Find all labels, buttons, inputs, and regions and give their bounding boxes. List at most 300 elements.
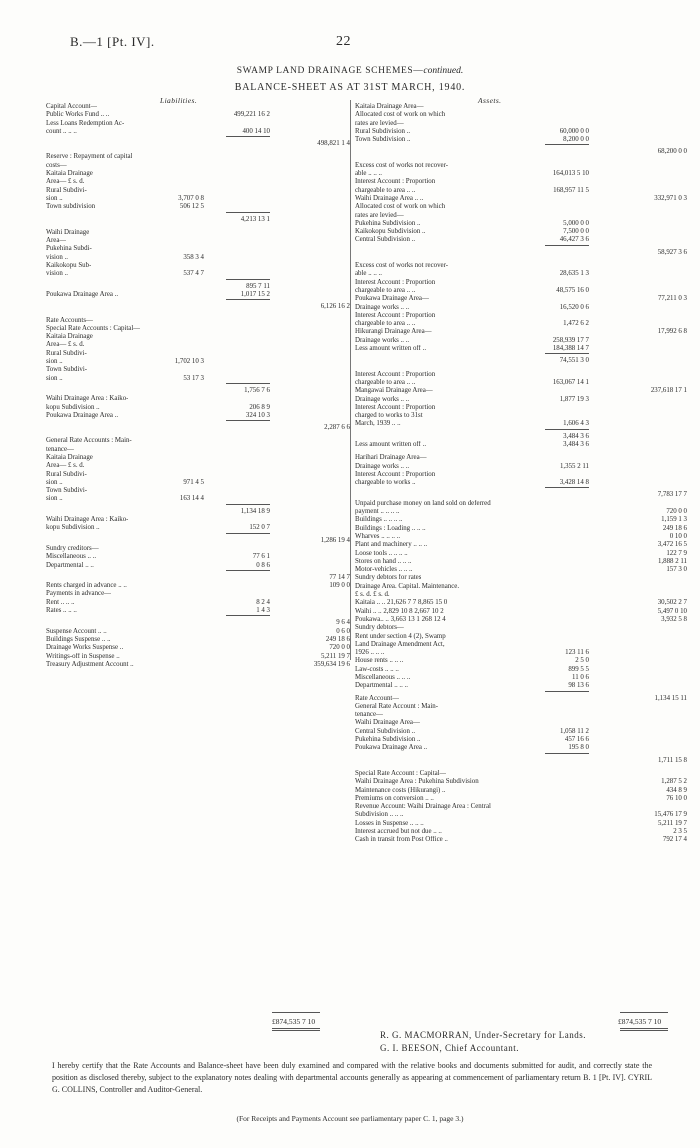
asset-amount-v1: 11 0 6 xyxy=(572,674,589,681)
asset-label: Harihari Drainage Area— xyxy=(355,454,427,462)
asset-row xyxy=(355,287,687,295)
asset-label: charged to works to 31st xyxy=(355,412,423,420)
liability-label: Area— xyxy=(46,237,67,245)
asset-row xyxy=(355,162,687,170)
asset-label: Rate Account— xyxy=(355,694,400,702)
asset-row xyxy=(355,641,687,649)
asset-row xyxy=(355,770,687,778)
liability-row xyxy=(46,479,350,487)
asset-amount-v2: 30,502 2 7 xyxy=(657,599,687,607)
asset-row xyxy=(355,262,687,270)
asset-amount-v1: 7,500 0 0 xyxy=(563,228,589,236)
asset-row xyxy=(355,778,687,786)
liability-row xyxy=(46,412,350,420)
asset-row xyxy=(355,328,687,336)
asset-label: chargeable to area .. .. xyxy=(355,320,416,328)
liability-label: Capital Account— xyxy=(46,103,98,110)
liability-amount-v3: 2,287 6 6 xyxy=(324,424,350,432)
asset-label: Pukehina Subdivision .. xyxy=(355,736,421,744)
asset-label: Unpaid purchase money on land sold on deferred xyxy=(355,499,491,507)
asset-row xyxy=(355,558,687,566)
asset-amount-v2: 332,971 0 3 xyxy=(654,194,687,202)
liability-row xyxy=(46,607,350,615)
asset-amount-v2: 77,211 0 3 xyxy=(657,295,687,303)
liability-row xyxy=(46,262,350,270)
asset-row xyxy=(355,803,687,811)
asset-row xyxy=(355,357,687,365)
rule-line xyxy=(226,212,270,213)
asset-amount-v2: 249 18 6 xyxy=(662,524,687,532)
liability-row xyxy=(46,254,350,262)
asset-amount-v1: 46,427 3 6 xyxy=(559,236,589,244)
liability-row xyxy=(46,333,350,341)
liability-row xyxy=(46,195,350,203)
asset-label: Kaitaia .. .. 21,626 7 7 8,865 15 0 xyxy=(355,599,448,607)
asset-label: Wharves .. .. .. .. xyxy=(355,532,401,540)
asset-row xyxy=(355,500,687,508)
liability-row xyxy=(46,524,350,532)
asset-amount-v2: 237,618 17 1 xyxy=(650,387,687,395)
asset-amount-v1: 3,484 3 6 xyxy=(563,432,589,440)
liability-amount-v1: 358 3 4 xyxy=(183,253,204,261)
liability-label: Waihi Drainage Area : Kaiko- xyxy=(46,395,129,403)
liability-amount-v3: 498,821 1 4 xyxy=(317,140,350,148)
liability-amount-v2: 324 10 3 xyxy=(245,411,270,419)
asset-label: Interest accrued but not due .. .. xyxy=(355,828,442,836)
asset-label: March, 1939 .. .. xyxy=(355,420,401,428)
liability-label: sion .. xyxy=(46,495,63,503)
liability-label: Reserve : Repayment of capital xyxy=(46,153,133,161)
liability-row xyxy=(46,599,350,607)
asset-label: chargeable to works .. xyxy=(355,479,416,487)
asset-amount-v1: 3,484 3 6 xyxy=(563,440,589,448)
liability-label: Rural Subdivi- xyxy=(46,349,87,357)
asset-row xyxy=(355,312,687,320)
asset-amount-v1: 2 5 0 xyxy=(575,657,589,665)
liabilities-total-rule xyxy=(272,1012,320,1013)
signature-chief-accountant: G. I. BEESON, Chief Accountant. xyxy=(380,1043,519,1053)
asset-row xyxy=(355,228,687,236)
liability-row xyxy=(46,395,350,403)
rule-line xyxy=(226,279,270,280)
asset-row xyxy=(355,550,687,558)
asset-label: chargeable to area .. .. xyxy=(355,186,416,194)
asset-label: Interest Account : Proportion xyxy=(355,403,436,411)
liabilities-heading: Liabilities. xyxy=(160,96,198,105)
liability-amount-v1: 971 4 5 xyxy=(183,478,204,486)
asset-row xyxy=(355,111,687,119)
liability-label: sion .. xyxy=(46,374,63,382)
asset-row xyxy=(355,203,687,211)
asset-label: Maintenance costs (Hikurangi) .. xyxy=(355,786,446,794)
asset-amount-v1: 48,575 16 0 xyxy=(556,286,589,294)
asset-amount-v1: 1,355 2 11 xyxy=(559,462,589,470)
asset-row xyxy=(355,828,687,836)
liability-label: Treasury Adjustment Account .. xyxy=(46,660,134,668)
asset-row xyxy=(355,320,687,328)
liability-label: Buildings Suspense .. .. xyxy=(46,635,111,643)
liability-label: kopu Subdivision .. xyxy=(46,403,100,411)
signature-under-secretary: R. G. MACMORRAN, Under-Secretary for Lands. xyxy=(380,1030,587,1040)
liability-label: Town subdivision xyxy=(46,203,96,211)
asset-row xyxy=(355,396,687,404)
asset-row xyxy=(355,103,687,111)
asset-row xyxy=(355,279,687,287)
asset-row xyxy=(355,236,687,244)
asset-amount-v2: 0 10 0 xyxy=(669,532,687,540)
liability-row xyxy=(46,516,350,524)
asset-label: Waihi Drainage Area : Pukehina Subdivision xyxy=(355,778,479,786)
report-reference: B.—1 [Pt. IV]. xyxy=(70,34,155,49)
asset-label: Revenue Account: Waihi Drainage Area : Central xyxy=(355,803,491,811)
asset-label: payment .. .. .. .. xyxy=(355,508,400,516)
liability-amount-v2: 1 4 3 xyxy=(256,607,270,615)
asset-label: Central Subdivision .. xyxy=(355,727,416,735)
liability-amount-v1: 163 14 4 xyxy=(179,495,204,503)
asset-label: £ s. d. £ s. d. xyxy=(355,591,390,599)
rule-line xyxy=(545,429,589,430)
liabilities-total-double-rule xyxy=(272,1028,320,1031)
balance-sheet-subtitle: BALANCE-SHEET AS AT 31ST MARCH, 1940. xyxy=(234,82,466,93)
liability-row xyxy=(46,553,350,561)
assets-column xyxy=(355,103,687,845)
liability-row xyxy=(46,454,350,462)
rule-line xyxy=(545,753,589,754)
liability-amount-v3: 359,634 19 6 xyxy=(313,660,350,668)
liability-label: vision .. xyxy=(46,270,69,278)
liability-label: Area— £ s. d. xyxy=(46,178,85,186)
liability-label: count .. .. .. xyxy=(46,127,77,135)
asset-label: Interest Account : Proportion xyxy=(355,370,436,378)
liability-amount-v3: 249 18 6 xyxy=(325,635,350,643)
asset-amount-v2: 434 8 9 xyxy=(666,786,687,794)
asset-amount-v1: 258,939 17 7 xyxy=(552,336,589,344)
liability-amount-v3: 9 6 4 xyxy=(336,619,350,627)
asset-amount-v2: 5,497 0 10 xyxy=(657,607,687,615)
liability-row xyxy=(46,153,350,161)
asset-row xyxy=(355,533,687,541)
liability-row xyxy=(46,446,350,454)
asset-label: Waihi Drainage Area .. .. xyxy=(355,194,424,202)
asset-row xyxy=(355,795,687,803)
liability-row xyxy=(46,325,350,333)
liability-row xyxy=(46,140,350,148)
asset-amount-v1: 1,058 11 2 xyxy=(559,727,589,735)
liability-row xyxy=(46,111,350,119)
liability-row xyxy=(46,178,350,186)
asset-label: Subdivision .. .. .. xyxy=(355,811,404,819)
rule-line xyxy=(226,299,270,300)
liability-label: Waihi Drainage Area : Kaiko- xyxy=(46,516,129,524)
rule-line xyxy=(545,353,589,354)
liability-row xyxy=(46,245,350,253)
asset-row xyxy=(355,666,687,674)
liability-label: Rents charged in advance .. .. xyxy=(46,582,127,590)
asset-amount-v1: 184,388 14 7 xyxy=(552,345,589,353)
asset-label: Drainage works .. .. xyxy=(355,462,410,470)
asset-row xyxy=(355,463,687,471)
liability-row xyxy=(46,424,350,432)
rule-line xyxy=(226,570,270,571)
liability-label: Rural Subdivi- xyxy=(46,186,87,194)
asset-row xyxy=(355,479,687,487)
asset-row xyxy=(355,387,687,395)
asset-row xyxy=(355,128,687,136)
liability-row xyxy=(46,437,350,445)
liabilities-column xyxy=(46,103,350,669)
liability-amount-v2: 206 8 9 xyxy=(249,403,270,411)
asset-amount-v2: 122 7 9 xyxy=(666,549,687,557)
asset-amount-v2: 58,927 3 6 xyxy=(657,248,687,256)
liability-label: costs— xyxy=(46,161,67,169)
liability-label: Town Subdivi- xyxy=(46,487,88,495)
liability-label: sion .. xyxy=(46,358,63,366)
title-continued: continued. xyxy=(423,66,464,76)
liability-row xyxy=(46,574,350,582)
asset-row xyxy=(355,719,687,727)
liability-amount-v2: 152 0 7 xyxy=(249,524,270,532)
asset-row xyxy=(355,491,687,499)
asset-amount-v2: 2 3 5 xyxy=(673,828,687,836)
liability-label: Kaitaia Drainage xyxy=(46,453,93,461)
asset-amount-v2: 157 3 0 xyxy=(666,566,687,574)
liability-label: Poukawa Drainage Area .. xyxy=(46,290,119,298)
asset-label: chargeable to area .. .. xyxy=(355,286,416,294)
asset-label: Departmental .. .. .. xyxy=(355,682,409,690)
asset-row xyxy=(355,220,687,228)
liability-row xyxy=(46,350,350,358)
asset-label: Hikurangi Drainage Area— xyxy=(355,328,432,336)
liability-row xyxy=(46,358,350,366)
liability-amount-v3: 0 6 0 xyxy=(336,627,350,635)
liability-row xyxy=(46,187,350,195)
liability-row xyxy=(46,487,350,495)
asset-row xyxy=(355,420,687,428)
asset-amount-v2: 76 10 0 xyxy=(666,794,687,802)
asset-label: Loose tools .. .. .. .. xyxy=(355,549,408,557)
liability-row xyxy=(46,628,350,636)
liability-row xyxy=(46,203,350,211)
liability-amount-v3: 109 0 0 xyxy=(329,582,350,590)
asset-row xyxy=(355,624,687,632)
asset-label: tenance— xyxy=(355,711,383,719)
asset-amount-v2: 17,992 6 8 xyxy=(657,328,687,336)
liability-row xyxy=(46,537,350,545)
asset-label: Excess cost of works not recover- xyxy=(355,161,449,169)
liability-row xyxy=(46,619,350,627)
asset-row xyxy=(355,304,687,312)
asset-label: Drainage works .. .. xyxy=(355,395,410,403)
liability-label: Payments in advance— xyxy=(46,590,112,598)
liability-label: Rates .. .. .. xyxy=(46,607,77,615)
liability-row xyxy=(46,653,350,661)
asset-row xyxy=(355,516,687,524)
liability-row xyxy=(46,508,350,516)
asset-amount-v1: 1,472 6 2 xyxy=(563,320,589,328)
liability-amount-v1: 3,707 0 8 xyxy=(178,194,204,202)
asset-label: Losses in Suspense .. .. .. xyxy=(355,819,424,827)
liability-label: vision .. xyxy=(46,253,69,261)
liability-label: Town Subdivi- xyxy=(46,366,88,374)
title-text: SWAMP LAND DRAINAGE SCHEMES— xyxy=(236,66,424,76)
asset-label: Stores on hand .. .. .. xyxy=(355,557,412,565)
asset-row xyxy=(355,703,687,711)
asset-label: Waihi Drainage Area— xyxy=(355,719,420,727)
liability-label: Departmental .. .. xyxy=(46,561,94,569)
asset-row xyxy=(355,574,687,582)
asset-row xyxy=(355,295,687,303)
liability-amount-v1: 506 12 5 xyxy=(179,203,204,211)
asset-label: Poukawa Drainage Area— xyxy=(355,295,429,303)
asset-label: Interest Account : Proportion xyxy=(355,278,436,286)
asset-row xyxy=(355,695,687,703)
asset-row xyxy=(355,728,687,736)
asset-label: Interest Account : Proportion xyxy=(355,178,436,186)
liability-label: sion .. xyxy=(46,194,63,202)
asset-row xyxy=(355,811,687,819)
liability-row xyxy=(46,590,350,598)
liability-label: Less Loans Redemption Ac- xyxy=(46,119,125,127)
asset-row xyxy=(355,270,687,278)
assets-total-double-rule xyxy=(620,1028,668,1031)
asset-amount-v1: 74,551 3 0 xyxy=(559,357,589,365)
rule-line xyxy=(226,615,270,616)
asset-row xyxy=(355,599,687,607)
asset-amount-v1: 8,200 0 0 xyxy=(563,136,589,144)
asset-label: Drainage Area. Capital. Maintenance. xyxy=(355,582,460,590)
asset-row xyxy=(355,345,687,353)
asset-label: Mangawai Drainage Area— xyxy=(355,387,433,395)
asset-amount-v1: 16,520 0 6 xyxy=(559,303,589,311)
liability-row xyxy=(46,341,350,349)
assets-total-rule xyxy=(620,1012,668,1013)
asset-row xyxy=(355,711,687,719)
liability-row xyxy=(46,471,350,479)
document-title xyxy=(0,66,700,76)
liability-label: Area— £ s. d. xyxy=(46,341,85,349)
asset-row xyxy=(355,441,687,449)
asset-row xyxy=(355,682,687,690)
asset-amount-v2: 1,888 2 11 xyxy=(657,557,687,565)
liability-label: Suspense Account .. .. xyxy=(46,627,107,635)
asset-row xyxy=(355,433,687,441)
liability-amount-v1: 1,702 10 3 xyxy=(174,358,204,366)
asset-label: Poukawa Drainage Area .. xyxy=(355,744,428,752)
liability-row xyxy=(46,545,350,553)
liabilities-total: £874,535 7 10 xyxy=(272,1017,316,1026)
asset-amount-v1: 168,957 11 5 xyxy=(553,186,589,194)
asset-label: Land Drainage Amendment Act, xyxy=(355,640,445,648)
liability-row xyxy=(46,291,350,299)
asset-row xyxy=(355,170,687,178)
liability-row xyxy=(46,283,350,291)
asset-amount-v2: 15,476 17 9 xyxy=(654,811,687,819)
liability-label: Sundry creditors— xyxy=(46,544,99,552)
liability-label: Special Rate Accounts : Capital— xyxy=(46,324,141,332)
footnote: (For Receipts and Payments Account see parliamentary paper C. 1, page 3.) xyxy=(236,1114,464,1123)
asset-label: Less amount written off .. xyxy=(355,440,427,448)
asset-label: Drainage works .. .. xyxy=(355,303,410,311)
asset-amount-v1: 123 11 6 xyxy=(565,649,589,657)
asset-row xyxy=(355,608,687,616)
liability-row xyxy=(46,128,350,136)
asset-amount-v1: 1,606 4 3 xyxy=(563,420,589,428)
asset-row xyxy=(355,337,687,345)
asset-label: Waihi .. .. 2,829 10 8 2,667 10 2 xyxy=(355,607,444,615)
asset-label: Poukawa.. .. 3,663 13 1 268 12 4 xyxy=(355,615,446,623)
liability-label: Kaitaia Drainage xyxy=(46,333,93,341)
asset-label: Sundry debtors— xyxy=(355,624,404,632)
liability-row xyxy=(46,317,350,325)
asset-amount-v2: 792 17 4 xyxy=(662,836,687,844)
asset-amount-v1: 98 13 6 xyxy=(568,682,589,690)
liability-amount-v1: 537 4 7 xyxy=(183,270,204,278)
asset-label: House rents .. .. .. xyxy=(355,657,404,665)
liability-amount-v2: 1,017 15 2 xyxy=(240,290,270,298)
asset-row xyxy=(355,836,687,844)
asset-label: Cash in transit from Post Office .. xyxy=(355,836,448,844)
asset-amount-v1: 5,000 0 0 xyxy=(563,219,589,227)
rule-line xyxy=(226,504,270,505)
asset-row xyxy=(355,412,687,420)
liability-amount-v2: 400 14 10 xyxy=(242,127,270,135)
asset-label: Premiums on conversion .. .. xyxy=(355,794,434,802)
asset-label: Interest Account : Proportion xyxy=(355,470,436,478)
asset-row xyxy=(355,508,687,516)
asset-amount-v2: 1,134 15 11 xyxy=(654,694,687,702)
asset-label: Special Rate Account : Capital— xyxy=(355,769,447,777)
asset-amount-v1: 163,067 14 1 xyxy=(552,378,589,386)
liability-row xyxy=(46,636,350,644)
liability-row xyxy=(46,216,350,224)
asset-row xyxy=(355,178,687,186)
asset-label: Miscellaneous .. .. .. xyxy=(355,674,411,681)
liability-row xyxy=(46,404,350,412)
liability-label: Pukehina Subdi- xyxy=(46,245,92,253)
asset-amount-v2: 3,472 16 5 xyxy=(657,541,687,549)
asset-row xyxy=(355,371,687,379)
liability-row xyxy=(46,237,350,245)
asset-label: Rural Subdivision .. xyxy=(355,127,411,135)
asset-label: rates are levied— xyxy=(355,211,404,219)
asset-label: 1926 .. .. .. xyxy=(355,649,385,657)
liability-row xyxy=(46,120,350,128)
assets-total: £874,535 7 10 xyxy=(618,1017,662,1026)
liability-row xyxy=(46,582,350,590)
rule-line xyxy=(545,487,589,488)
asset-row xyxy=(355,148,687,156)
asset-row xyxy=(355,674,687,682)
asset-amount-v1: 899 5 5 xyxy=(568,665,589,673)
asset-row xyxy=(355,757,687,765)
asset-label: Buildings : Loading .. .. .. xyxy=(355,524,426,532)
liability-amount-v2: 0 8 6 xyxy=(256,561,270,569)
rule-line xyxy=(545,245,589,246)
asset-label: Excess cost of works not recover- xyxy=(355,262,449,270)
asset-amount-v1: 3,428 14 8 xyxy=(559,479,589,487)
asset-label: Interest Account : Proportion xyxy=(355,311,436,319)
asset-row xyxy=(355,187,687,195)
liability-label: Waihi Drainage xyxy=(46,228,90,236)
asset-label: Pukehina Subdivision .. xyxy=(355,219,421,227)
liability-label: Rural Subdivi- xyxy=(46,470,87,478)
liability-label: tenance— xyxy=(46,445,74,453)
asset-row xyxy=(355,212,687,220)
asset-label: Town Subdivision .. xyxy=(355,136,411,144)
asset-label: Kaikokopu Subdivision .. xyxy=(355,228,426,236)
rule-line xyxy=(545,144,589,145)
asset-label: Rent under section 4 (2), Swamp xyxy=(355,632,446,640)
